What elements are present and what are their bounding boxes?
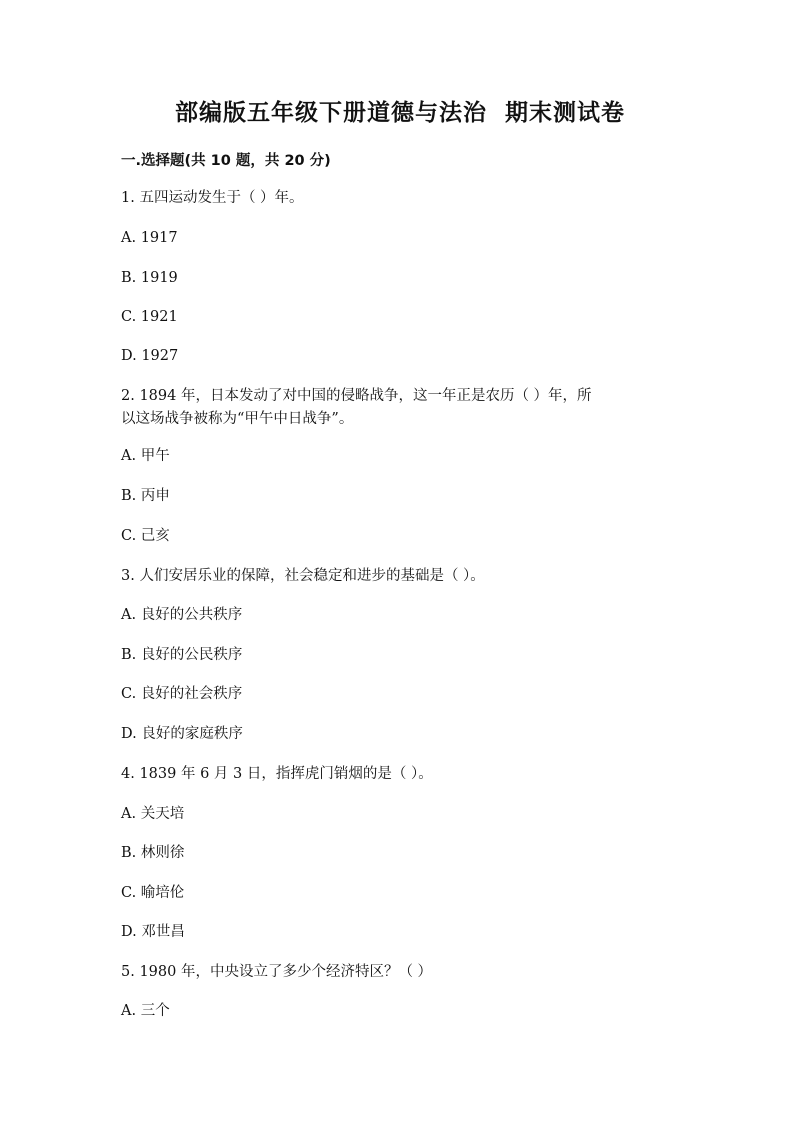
question-1-option-d: D. 1927: [121, 348, 179, 364]
question-1-stem: 1. 五四运动发生于（ ）年。: [121, 190, 304, 206]
page-title: 部编版五年级下册道德与法治 期末测试卷: [174, 100, 625, 126]
question-3-option-a: A. 良好的公共秩序: [121, 607, 243, 623]
question-3-option-c: C. 良好的社会秩序: [121, 686, 243, 702]
question-3-option-b: B. 良好的公民秩序: [121, 647, 243, 663]
question-1-option-b: B. 1919: [121, 270, 178, 286]
question-4-option-d: D. 邓世昌: [121, 924, 185, 940]
question-5-stem: 5. 1980 年，中央设立了多少个经济特区？（ ）: [121, 964, 433, 980]
question-1-option-a: A. 1917: [121, 230, 178, 246]
section-title: 一.选择题(共 10 题，共 20 分): [121, 153, 331, 169]
question-2-stem-line-1: 2. 1894 年，日本发动了对中国的侵略战争，这一年正是农历（ ）年，所: [121, 388, 592, 404]
question-4-option-a: A. 关天培: [121, 806, 185, 822]
question-4-option-b: B. 林则徐: [121, 845, 185, 861]
question-4-stem: 4. 1839 年 6 月 3 日，指挥虎门销烟的是（ ）。: [121, 766, 433, 782]
question-2-option-b: B. 丙申: [121, 488, 170, 504]
question-2-stem-line-2: 以这场战争被称为“甲午中日战争”。: [121, 411, 354, 427]
question-4-option-c: C. 喻培伦: [121, 885, 185, 901]
question-1-option-c: C. 1921: [121, 309, 178, 325]
question-2-option-a: A. 甲午: [121, 448, 170, 464]
question-5-option-a: A. 三个: [121, 1003, 170, 1019]
question-3-option-d: D. 良好的家庭秩序: [121, 726, 243, 742]
question-3-stem: 3. 人们安居乐业的保障，社会稳定和进步的基础是（ ）。: [121, 568, 485, 584]
question-2-option-c: C. 己亥: [121, 528, 170, 544]
